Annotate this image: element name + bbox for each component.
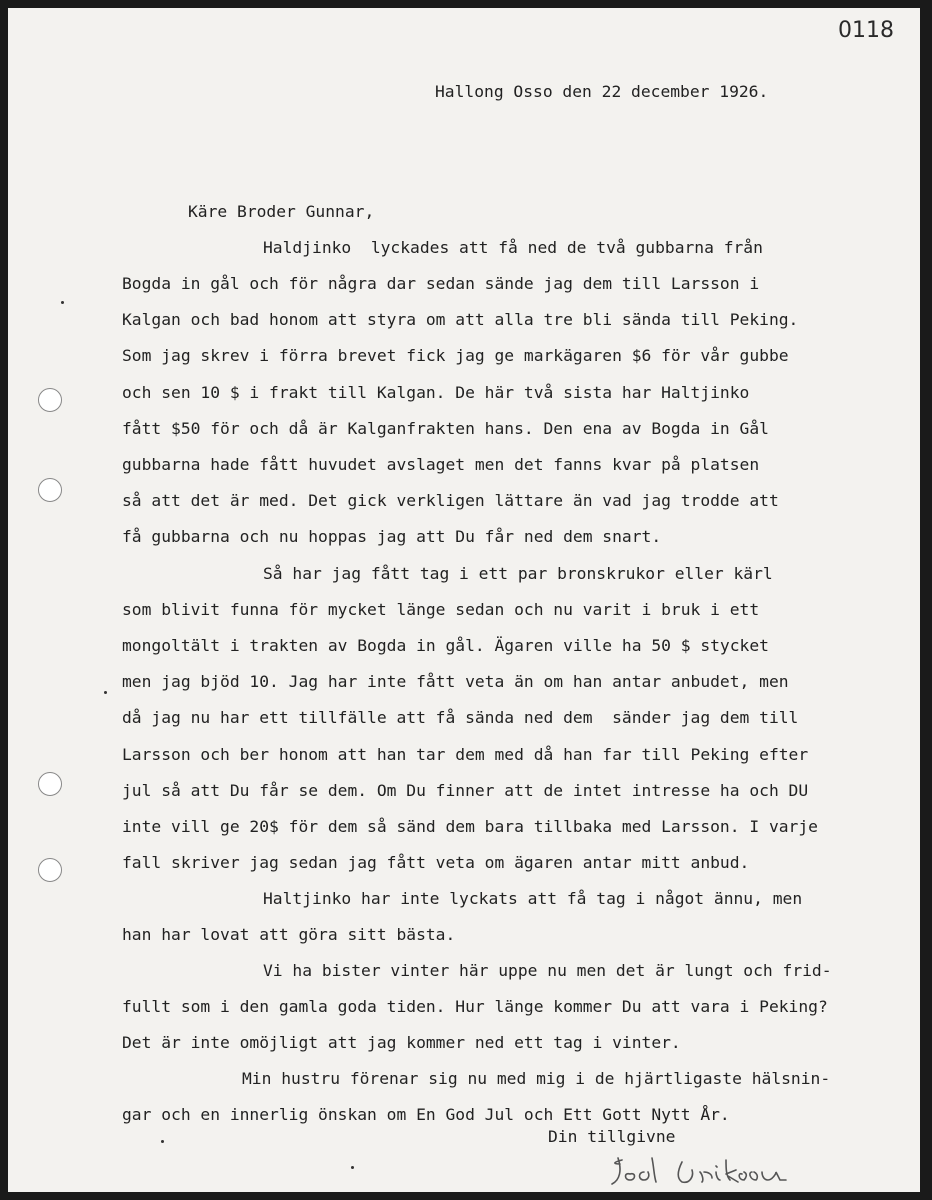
body-line: inte vill ge 20$ för dem så sänd dem bara tillbaka med Larsson. I varje <box>122 817 818 836</box>
body-line: och sen 10 $ i frakt till Kalgan. De här två sista har Haltjinko <box>122 383 750 402</box>
date-line: Hallong Osso den 22 december 1926. <box>435 82 769 101</box>
punch-hole <box>38 478 62 502</box>
handwritten-signature <box>608 1150 798 1192</box>
body-line: Kalgan och bad honom att styra om att alla tre bli sända till Peking. <box>122 310 799 329</box>
punch-hole <box>38 772 62 796</box>
body-line: Bogda in gål och för några dar sedan sände jag dem till Larsson i <box>122 274 760 293</box>
body-line: mongoltält i trakten av Bogda in gål. Ägaren ville ha 50 $ stycket <box>122 636 769 655</box>
letter-page <box>8 8 920 1192</box>
punch-hole <box>38 388 62 412</box>
body-line: han har lovat att göra sitt bästa. <box>122 925 456 944</box>
body-line: fått $50 för och då är Kalganfrakten hans. Den ena av Bogda in Gål <box>122 419 769 438</box>
scan-speck <box>351 1166 354 1169</box>
salutation: Käre Broder Gunnar, <box>188 202 375 221</box>
body-line: fullt som i den gamla goda tiden. Hur länge kommer Du att vara i Peking? <box>122 997 828 1016</box>
body-line: Det är inte omöjligt att jag kommer ned ett tag i vinter. <box>122 1033 681 1052</box>
body-line: Larsson och ber honom att han tar dem med då han far till Peking efter <box>122 745 809 764</box>
body-line: som blivit funna för mycket länge sedan och nu varit i bruk i ett <box>122 600 760 619</box>
body-line: få gubbarna och nu hoppas jag att Du får ned dem snart. <box>122 527 662 546</box>
body-line: så att det är med. Det gick verkligen lättare än vad jag trodde att <box>122 491 779 510</box>
archive-number: 0118 <box>838 18 894 43</box>
body-line: men jag bjöd 10. Jag har inte fått veta än om han antar anbudet, men <box>122 672 789 691</box>
body-line: gar och en innerlig önskan om En God Jul och Ett Gott Nytt År. <box>122 1105 730 1124</box>
body-line: gubbarna hade fått huvudet avslaget men det fanns kvar på platsen <box>122 455 760 474</box>
body-line: då jag nu har ett tillfälle att få sända ned dem sänder jag dem till <box>122 708 799 727</box>
scan-speck <box>61 301 64 304</box>
punch-hole <box>38 858 62 882</box>
body-line: Haltjinko har inte lyckats att få tag i något ännu, men <box>263 889 803 908</box>
body-line: jul så att Du får se dem. Om Du finner att de intet intresse ha och DU <box>122 781 809 800</box>
scan-speck <box>161 1140 164 1143</box>
body-line: Som jag skrev i förra brevet fick jag ge markägaren $6 för vår gubbe <box>122 346 789 365</box>
body-line: Så har jag fått tag i ett par bronskrukor eller kärl <box>263 564 773 583</box>
body-line: Haldjinko lyckades att få ned de två gubbarna från <box>263 238 763 257</box>
body-line: fall skriver jag sedan jag fått veta om ägaren antar mitt anbud. <box>122 853 750 872</box>
scan-speck <box>104 691 107 694</box>
body-line: Min hustru förenar sig nu med mig i de hjärtligaste hälsnin- <box>242 1069 831 1088</box>
body-line: Vi ha bister vinter här uppe nu men det är lungt och frid- <box>263 961 832 980</box>
closing: Din tillgivne <box>548 1127 676 1146</box>
